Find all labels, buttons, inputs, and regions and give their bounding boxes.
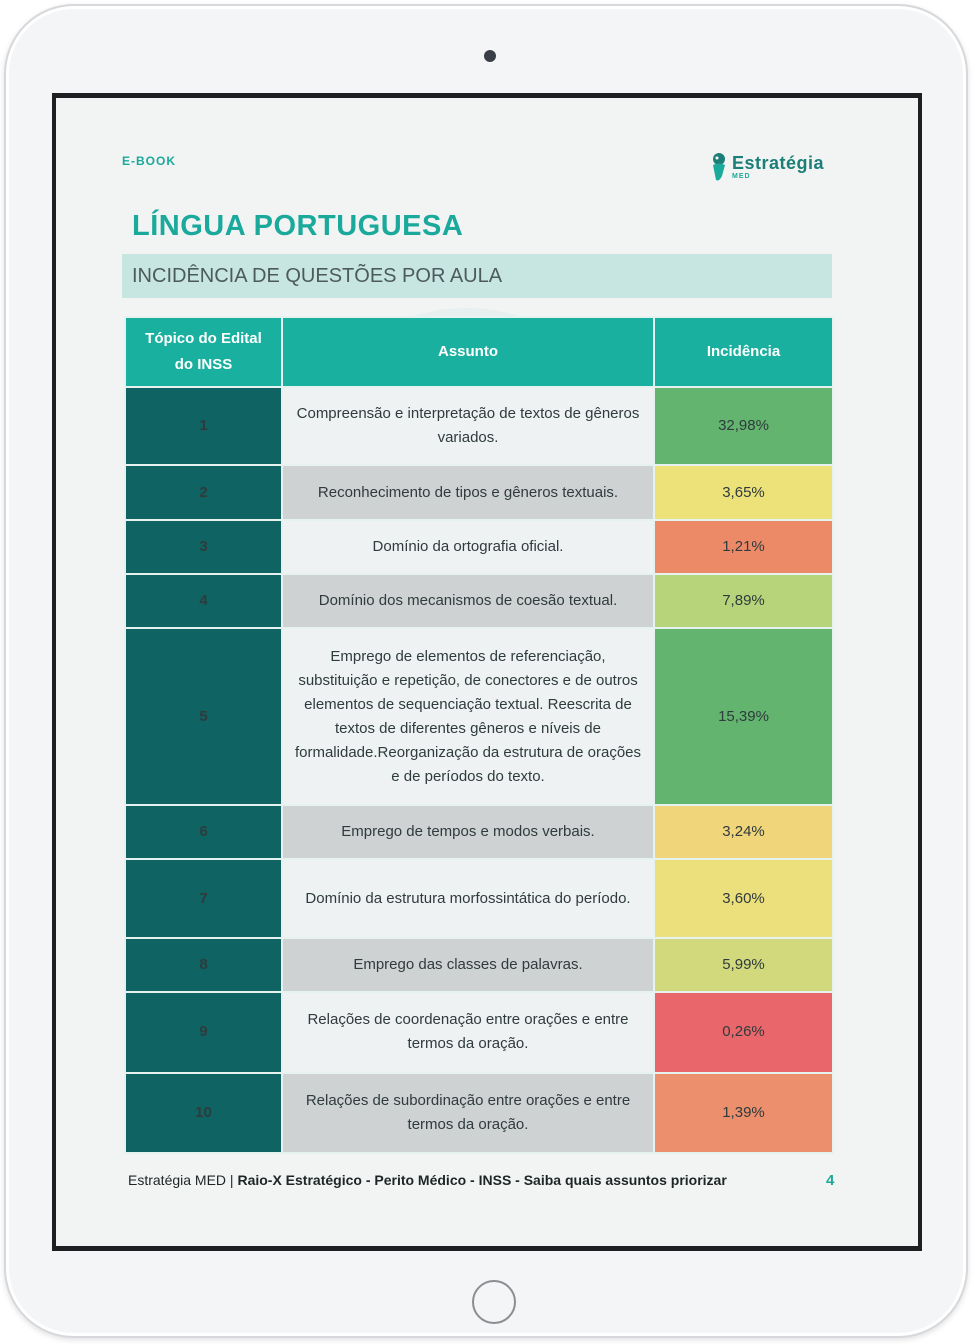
incidence-cell: 0,26% <box>654 992 833 1072</box>
table-row <box>125 938 833 992</box>
subject-cell: Relações de subordinação entre orações e entre termos da oração. <box>282 1073 654 1153</box>
topic-number: 1 <box>125 387 282 465</box>
incidence-cell: 1,39% <box>654 1073 833 1153</box>
logo-icon <box>710 152 728 182</box>
topic-number: 6 <box>125 805 282 859</box>
incidence-cell: 5,99% <box>654 938 833 992</box>
subject-cell: Domínio da ortografia oficial. <box>282 520 654 574</box>
header-topic: Tópico do Edital do INSS <box>125 317 282 387</box>
topic-number: 8 <box>125 938 282 992</box>
topic-number: 9 <box>125 992 282 1072</box>
subject-cell: Emprego de tempos e modos verbais. <box>282 805 654 859</box>
subject-cell: Domínio dos mecanismos de coesão textual. <box>282 574 654 628</box>
table-row <box>125 859 833 937</box>
header-subject: Assunto <box>282 317 654 387</box>
incidence-cell: 1,21% <box>654 520 833 574</box>
footer-brand: Estratégia MED | <box>128 1172 234 1188</box>
subject-cell: Emprego de elementos de referenciação, substituição e repetição, de conectores e de outros elementos de sequenciação textual. Reescrita de textos de diferentes gêneros e níveis de formalidade.Reorganização da estrutura de orações e de períodos do texto. <box>282 628 654 805</box>
topic-number: 5 <box>125 628 282 805</box>
subject-cell: Reconhecimento de tipos e gêneros textuais. <box>282 465 654 519</box>
logo-text: Estratégia <box>732 153 825 173</box>
incidence-cell: 32,98% <box>654 387 833 465</box>
table-row <box>125 1073 833 1153</box>
section-subtitle: INCIDÊNCIA DE QUESTÕES POR AULA <box>122 254 832 298</box>
table-header-row <box>125 317 833 387</box>
subject-cell: Compreensão e interpretação de textos de gêneros variados. <box>282 387 654 465</box>
subject-cell: Emprego das classes de palavras. <box>282 938 654 992</box>
ebook-label: E-BOOK <box>122 154 176 168</box>
page-title: LÍNGUA PORTUGUESA <box>132 210 464 242</box>
page-number: 4 <box>826 1172 835 1189</box>
incidence-table <box>124 316 834 1154</box>
topic-number: 10 <box>125 1073 282 1153</box>
table-row <box>125 628 833 805</box>
logo-subtext: MED <box>732 173 751 180</box>
topic-number: 4 <box>125 574 282 628</box>
camera-dot <box>484 50 496 62</box>
incidence-cell: 3,24% <box>654 805 833 859</box>
table-row <box>125 574 833 628</box>
table-row <box>125 387 833 465</box>
estrategia-med-logo <box>706 150 836 184</box>
page-footer <box>128 1172 727 1188</box>
incidence-cell: 3,60% <box>654 859 833 937</box>
incidence-cell: 15,39% <box>654 628 833 805</box>
table-row <box>125 992 833 1072</box>
subject-cell: Domínio da estrutura morfossintática do período. <box>282 859 654 937</box>
ebook-page <box>56 98 918 1246</box>
topic-number: 2 <box>125 465 282 519</box>
home-button[interactable] <box>472 1280 516 1324</box>
footer-text: Raio-X Estratégico - Perito Médico - INSS - Saiba quais assuntos priorizar <box>237 1172 727 1188</box>
table-row <box>125 805 833 859</box>
incidence-cell: 7,89% <box>654 574 833 628</box>
topic-number: 3 <box>125 520 282 574</box>
subject-cell: Relações de coordenação entre orações e entre termos da oração. <box>282 992 654 1072</box>
header-incidence: Incidência <box>654 317 833 387</box>
topic-number: 7 <box>125 859 282 937</box>
table-row <box>125 465 833 519</box>
incidence-cell: 3,65% <box>654 465 833 519</box>
table-row <box>125 520 833 574</box>
